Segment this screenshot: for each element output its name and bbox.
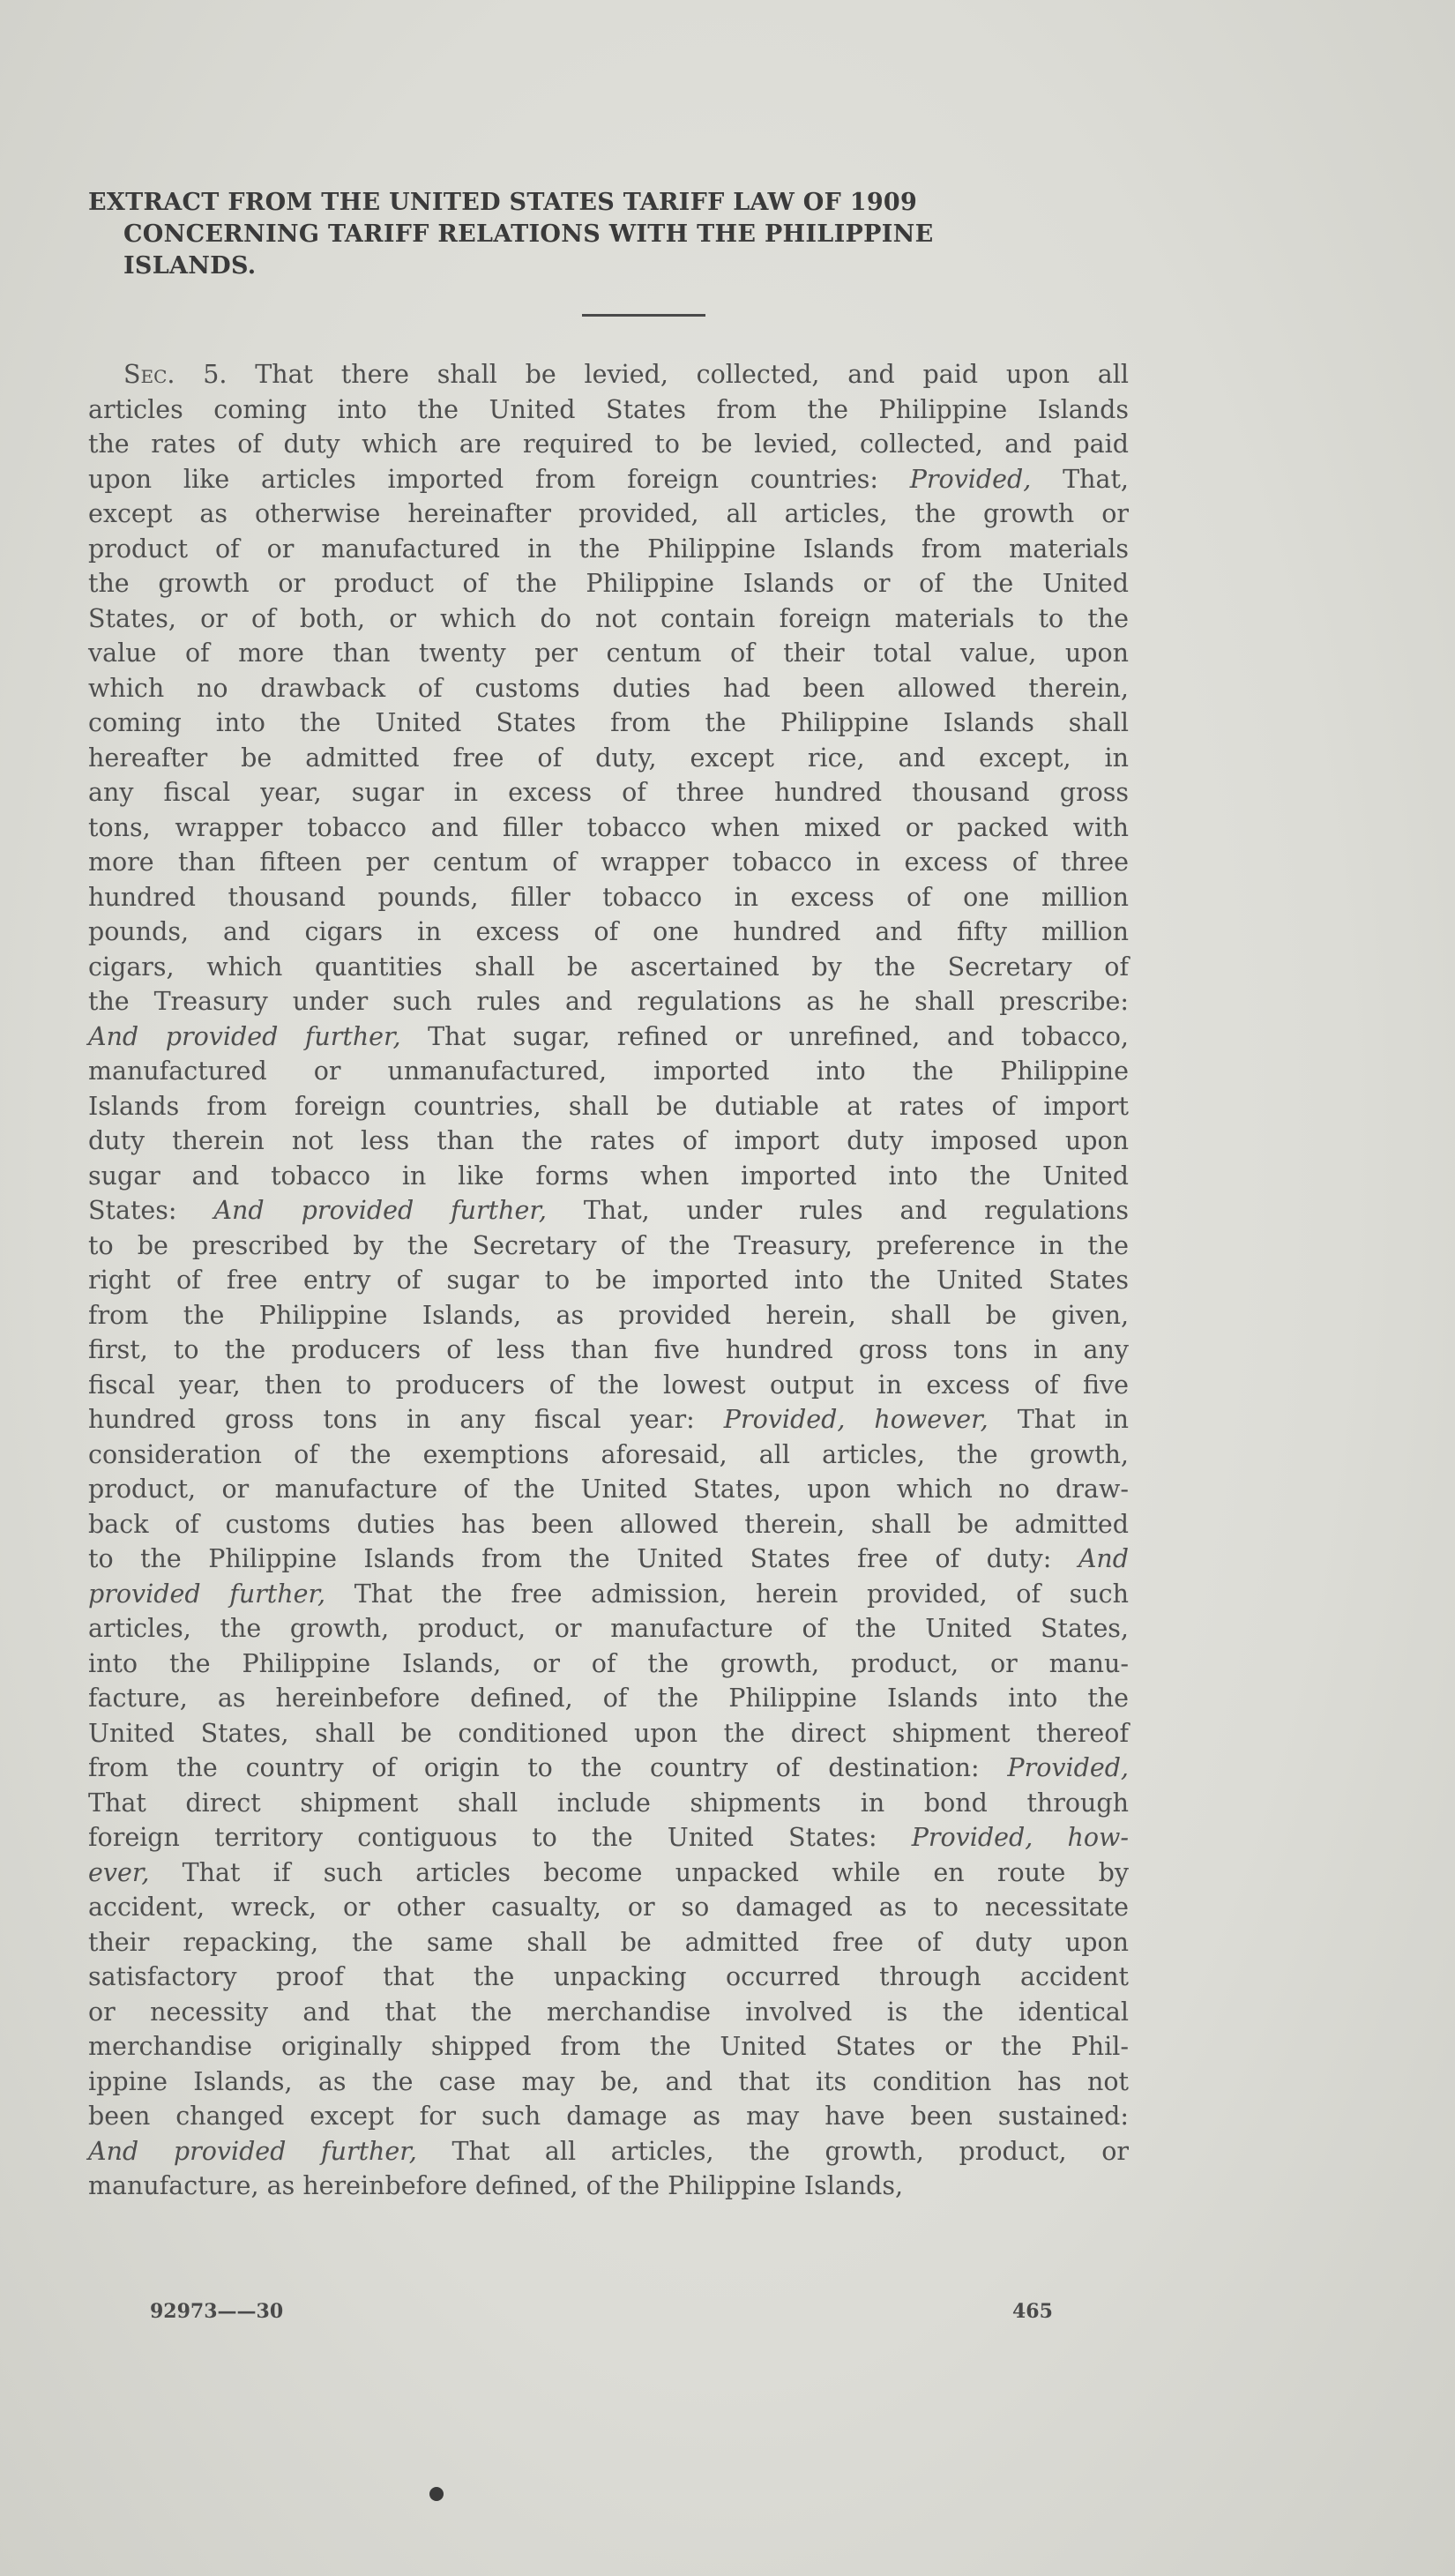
text-line <box>88 1472 1129 1507</box>
text-run: hundred thousand pounds, filler tobacco in excess of one million <box>88 882 1129 912</box>
text-run: foreign territory contiguous to the United States: <box>88 1823 912 1852</box>
text-line <box>88 706 1129 741</box>
text-run: the rates of duty which are required to be levied, collected, and paid <box>88 429 1129 459</box>
text-line <box>88 1751 1129 1786</box>
text-line <box>88 636 1129 671</box>
italic-proviso: And provided further, <box>213 1196 547 1225</box>
heading-line-1: EXTRACT FROM THE UNITED STATES TARIFF LAW OF 1909 <box>88 189 918 216</box>
text-run: sugar and tobacco in like forms when imported into the United <box>88 1161 1129 1191</box>
text-line <box>88 1437 1129 1473</box>
text-line <box>88 497 1129 532</box>
text-run: any fiscal year, sugar in excess of three hundred thousand gross <box>88 778 1129 807</box>
text-line <box>88 1786 1129 1821</box>
text-line <box>88 984 1129 1019</box>
text-run: manufactured or unmanufactured, imported into the Philippine <box>88 1057 1129 1086</box>
text-run: coming into the United States from the Philippine Islands shall <box>88 708 1129 737</box>
text-run: the growth or product of the Philippine Islands or of the United <box>88 569 1129 598</box>
heading-line-2: CONCERNING TARIFF RELATIONS WITH THE PHILIPPINE <box>123 220 934 248</box>
text-run: more than fifteen per centum of wrapper tobacco in excess of three <box>88 847 1129 877</box>
text-line <box>88 357 1129 392</box>
text-line <box>88 671 1129 706</box>
text-line <box>88 915 1129 950</box>
text-run: from the country of origin to the country of destination: <box>88 1753 1008 1782</box>
text-run: articles, the growth, product, or manufacture of the United States, <box>88 1614 1129 1643</box>
text-line <box>88 1333 1129 1368</box>
text-run: satisfactory proof that the unpacking occurred through accident <box>88 1962 1129 1991</box>
text-line <box>88 2029 1129 2065</box>
italic-proviso: And provided further, <box>88 2136 417 2166</box>
text-run: States, or of both, or which do not contain foreign materials to the <box>88 603 1129 633</box>
text-run: been changed except for such damage as may have been sustained: <box>88 2102 1129 2131</box>
heading-rule <box>582 314 705 317</box>
text-line <box>88 2169 1129 2204</box>
text-line <box>88 1577 1129 1612</box>
text-run: manufacture, as hereinbefore defined, of the Philippine Islands, <box>88 2171 904 2200</box>
text-run: ippine Islands, as the case may be, and that its condition has not <box>88 2066 1129 2096</box>
text-line <box>88 1611 1129 1646</box>
italic-proviso: Provided, <box>1007 1753 1129 1782</box>
section-label: Sec. 5. <box>123 360 228 389</box>
text-line <box>88 1925 1129 1960</box>
section-text <box>88 357 1129 2204</box>
italic-proviso: And provided further, <box>88 1021 401 1051</box>
text-run: duty therein not less than the rates of import duty imposed upon <box>88 1126 1129 1155</box>
text-run: upon like articles imported from foreign countries: <box>88 464 910 494</box>
text-line <box>88 950 1129 985</box>
text-line <box>88 566 1129 601</box>
text-line <box>88 775 1129 810</box>
text-line <box>88 845 1129 880</box>
text-line <box>88 1890 1129 1925</box>
text-line <box>88 1855 1129 1891</box>
italic-proviso: Provided, <box>909 464 1032 494</box>
text-run: articles coming into the United States from the Philippine Islands <box>88 394 1129 424</box>
text-run: the Treasury under such rules and regulations as he shall prescribe: <box>88 987 1129 1016</box>
text-line <box>88 1368 1129 1403</box>
text-run: That, under rules and regulations <box>546 1196 1129 1225</box>
text-run: to the Philippine Islands from the United States free of duty: <box>88 1544 1078 1573</box>
text-run: product, or manufacture of the United States, upon which no draw- <box>88 1475 1129 1504</box>
text-line <box>88 1228 1129 1264</box>
text-line <box>88 1995 1129 2030</box>
text-run: facture, as hereinbefore defined, of the Philippine Islands into the <box>88 1684 1129 1713</box>
text-run: first, to the producers of less than five hundred gross tons in any <box>88 1335 1129 1364</box>
text-line <box>88 1193 1129 1228</box>
text-run: That there shall be levied, collected, and paid upon all <box>255 360 1129 389</box>
italic-proviso: ever, <box>88 1857 150 1887</box>
italic-proviso: provided further, <box>88 1579 326 1609</box>
text-run: merchandise originally shipped from the United States or the Phil- <box>88 2032 1129 2061</box>
italic-proviso: Provided, how- <box>911 1823 1130 1852</box>
text-run: product of or manufactured in the Philippine Islands from materials <box>88 534 1129 564</box>
heading-line-3: ISLANDS. <box>123 252 257 280</box>
text-run: Islands from foreign countries, shall be dutiable at rates of import <box>88 1091 1129 1121</box>
text-run: fiscal year, then to producers of the lowest output in excess of five <box>88 1370 1129 1400</box>
text-run: back of customs duties has been allowed therein, shall be admitted <box>88 1509 1129 1539</box>
text-line <box>88 2065 1129 2100</box>
text-line <box>88 1019 1129 1055</box>
text-run: except as otherwise hereinafter provided, all articles, the growth or <box>88 499 1129 528</box>
text-run: their repacking, the same shall be admitted free of duty upon <box>88 1927 1129 1957</box>
text-line <box>88 1298 1129 1333</box>
text-run: tons, wrapper tobacco and filler tobacco when mixed or packed with <box>88 812 1129 842</box>
text-line <box>88 1960 1129 1995</box>
text-line <box>88 810 1129 846</box>
text-run: from the Philippine Islands, as provided herein, shall be given, <box>88 1300 1129 1330</box>
text-run: right of free entry of sugar to be imported into the United States <box>88 1266 1129 1295</box>
section-5-paragraph <box>88 357 1129 2204</box>
text-line <box>88 1054 1129 1089</box>
page-number: 465 <box>1012 2300 1053 2323</box>
text-line <box>88 1089 1129 1124</box>
text-run: That all articles, the growth, product, or <box>416 2136 1129 2166</box>
text-run: or necessity and that the merchandise involved is the identical <box>88 1997 1129 2027</box>
text-run: That the free admission, herein provided, of such <box>325 1579 1129 1609</box>
text-line <box>88 2099 1129 2134</box>
text-line <box>88 1124 1129 1159</box>
text-line <box>88 880 1129 915</box>
printer-signature: 92973——30 <box>150 2300 284 2323</box>
text-line <box>88 601 1129 637</box>
text-line <box>88 462 1129 497</box>
text-run: consideration of the exemptions aforesaid, all articles, the growth, <box>88 1439 1129 1469</box>
italic-proviso: And <box>1078 1544 1129 1573</box>
text-line <box>88 2134 1129 2169</box>
text-line <box>88 1542 1129 1577</box>
text-run: hundred gross tons in any fiscal year: <box>88 1405 724 1434</box>
text-run: to be prescribed by the Secretary of the Treasury, preference in the <box>88 1230 1129 1260</box>
text-line <box>88 1263 1129 1298</box>
text-line <box>88 532 1129 567</box>
text-line <box>88 392 1129 428</box>
text-run: pounds, and cigars in excess of one hundred and fifty million <box>88 917 1129 946</box>
text-run: hereafter be admitted free of duty, except rice, and except, in <box>88 743 1129 773</box>
text-line <box>88 427 1129 462</box>
document-heading <box>88 187 1146 282</box>
italic-proviso: Provided, however, <box>723 1405 989 1434</box>
text-run: That if such articles become unpacked while en route by <box>149 1857 1129 1887</box>
text-run: into the Philippine Islands, or of the growth, product, or manu- <box>88 1648 1129 1678</box>
text-run: value of more than twenty per centum of their total value, upon <box>88 638 1129 668</box>
text-line <box>88 1507 1129 1542</box>
text-run: United States, shall be conditioned upon the direct shipment thereof <box>88 1718 1129 1748</box>
text-run: which no drawback of customs duties had been allowed therein, <box>88 673 1129 703</box>
binding-hole-mark <box>429 2487 444 2501</box>
text-line <box>88 1681 1129 1716</box>
text-run: accident, wreck, or other casualty, or so damaged as to necessitate <box>88 1893 1129 1922</box>
text-line <box>88 1716 1129 1751</box>
text-line <box>88 741 1129 776</box>
text-run: States: <box>88 1196 214 1225</box>
text-run: cigars, which quantities shall be ascertained by the Secretary of <box>88 952 1129 982</box>
text-run: That in <box>988 1405 1130 1434</box>
text-line <box>88 1646 1129 1682</box>
text-run: That direct shipment shall include shipments in bond through <box>88 1788 1129 1818</box>
text-line <box>88 1159 1129 1194</box>
text-run: That sugar, refined or unrefined, and tobacco, <box>400 1021 1129 1051</box>
text-line <box>88 1820 1129 1855</box>
text-line <box>88 1402 1129 1437</box>
text-run: That, <box>1031 464 1129 494</box>
